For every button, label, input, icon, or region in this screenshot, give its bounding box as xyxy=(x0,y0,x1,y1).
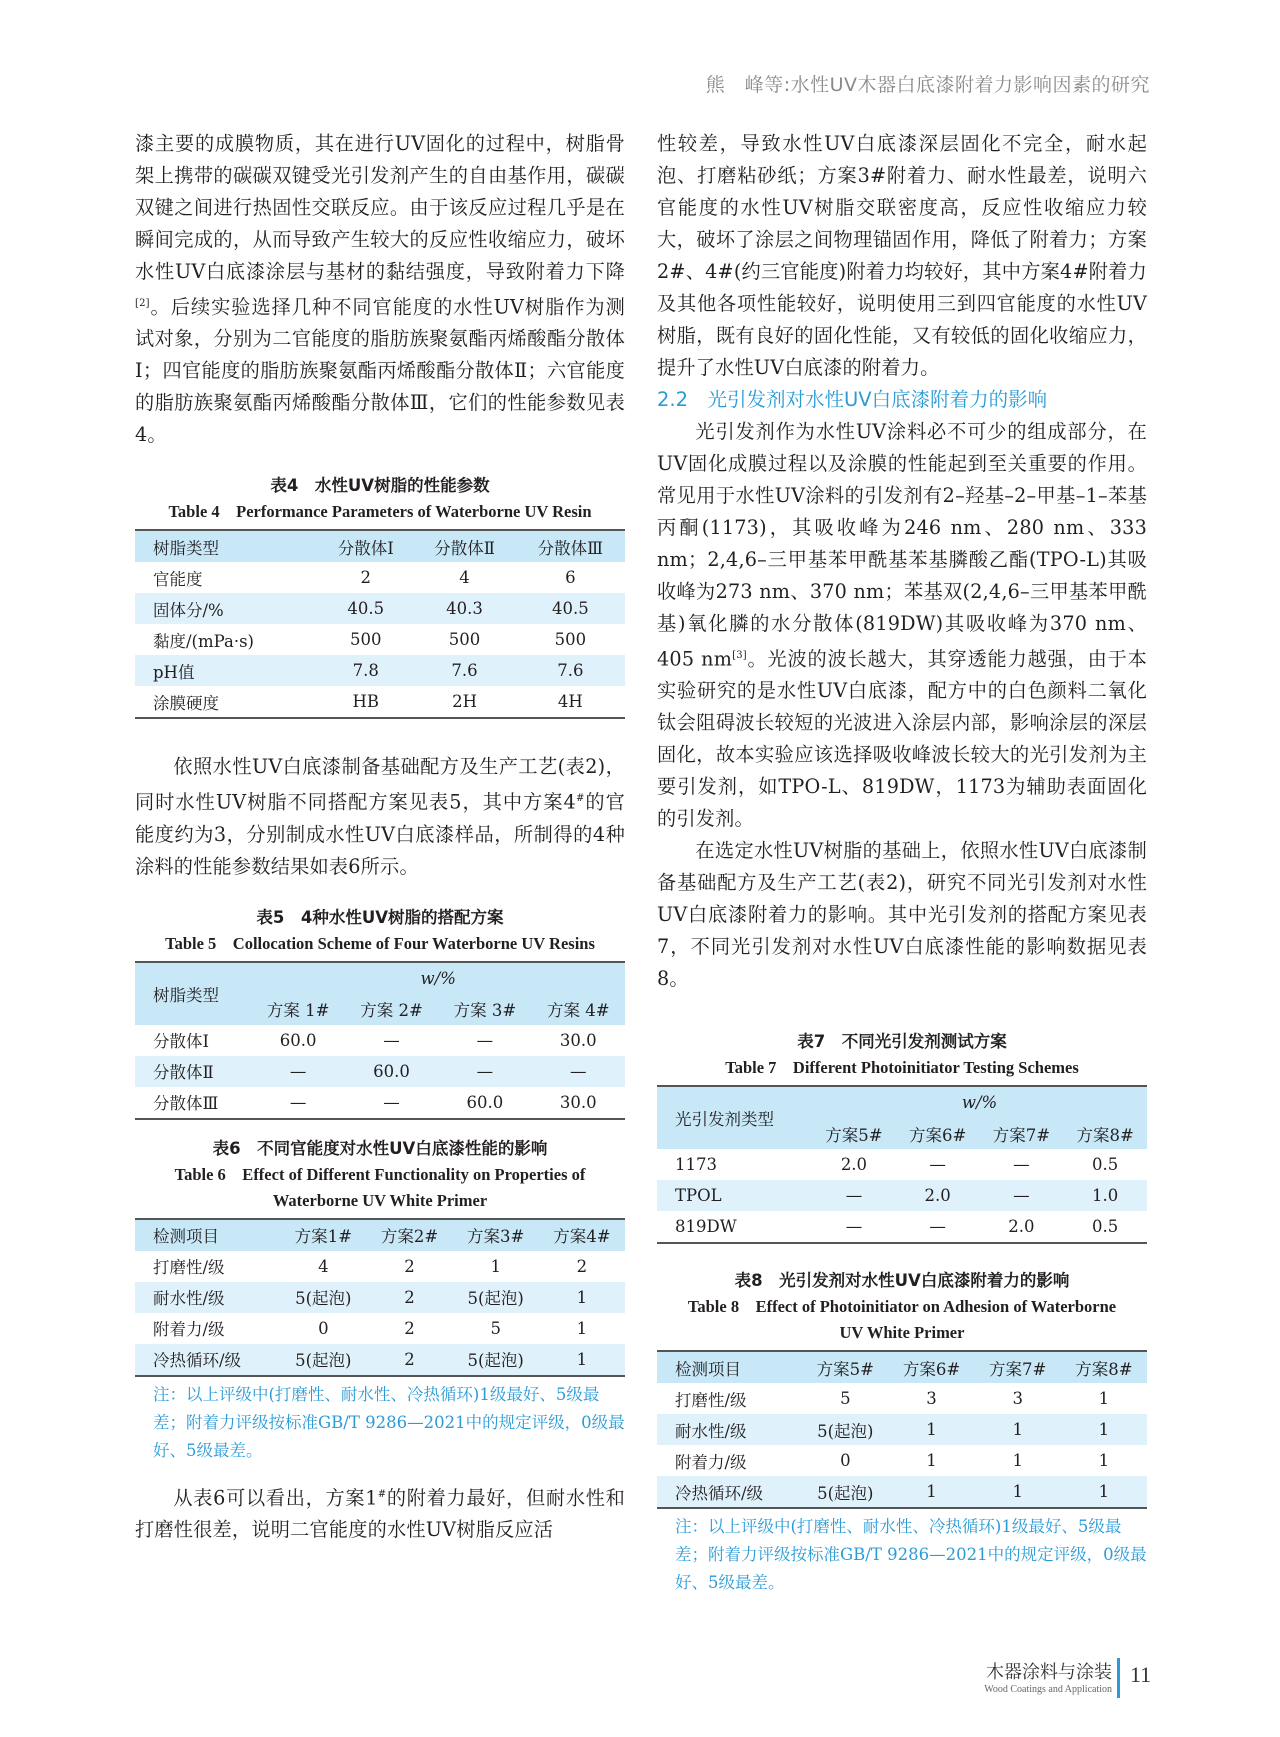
table-cell: — xyxy=(980,1180,1064,1211)
table6-note: 注：以上评级中(打磨性、耐水性、冷热循环)1级最好、5级最差；附着力评级按标准GB/T 9286—2021中的规定评级，0级最好、5级最差。 xyxy=(153,1384,625,1460)
table-header: 方案 4# xyxy=(532,994,625,1025)
table-cell: 6 xyxy=(565,568,576,588)
table-cell: 500 xyxy=(350,630,382,650)
paragraph: 在选定水性UV树脂的基础上，依照水性UV白底漆制备基础配方及生产工艺(表2)，研究不同光引发剂对水性UV白底漆附着力的影响。其中光引发剂的搭配方案见表7，不同光引发剂对水性UV白底漆性能的影响数据见表8。 xyxy=(657,839,1147,991)
table-cell: 1173 xyxy=(675,1155,717,1175)
table-header: 方案5# xyxy=(812,1118,896,1149)
table-cell: — xyxy=(812,1180,896,1211)
table-cell: 2 xyxy=(366,1344,452,1376)
table-cell: 3 xyxy=(926,1389,937,1409)
journal-subtitle: Wood Coatings and Application xyxy=(984,1684,1112,1695)
table-cell: 黏度/(mPa·s) xyxy=(153,631,254,651)
table-cell: — xyxy=(289,1092,307,1112)
table-cell: 涂膜硬度 xyxy=(153,693,219,713)
table-cell: 500 xyxy=(554,630,587,650)
table-cell: 7.6 xyxy=(413,655,515,686)
table-cell: 1 xyxy=(1061,1476,1147,1508)
table-cell: 冷热循环/级 xyxy=(135,1344,280,1376)
table-header: 方案1# xyxy=(280,1219,366,1251)
table-header-unit: w/% xyxy=(812,1086,1147,1118)
table-cell: 1 xyxy=(1012,1451,1023,1471)
table-header: 方案3# xyxy=(453,1219,539,1251)
table7-caption-en: Table 7 Different Photoinitiator Testing Schemes xyxy=(725,1058,1079,1078)
table-7 xyxy=(657,1085,1147,1244)
table-cell: 1 xyxy=(1098,1389,1110,1409)
footer-divider xyxy=(1117,1658,1120,1698)
table-cell: 0.5 xyxy=(1091,1217,1119,1237)
table-cell: 2 xyxy=(366,1282,452,1313)
running-header: 熊 峰等:水性UV木器白底漆附着力影响因素的研究 xyxy=(705,74,1150,96)
table6-caption-en: Table 6 Effect of Different Functionality on Properties of Waterborne UV White Primer xyxy=(174,1164,586,1210)
table-cell: 2.0 xyxy=(1008,1217,1035,1237)
table-cell: 5(起泡) xyxy=(802,1414,888,1445)
table-header: 方案8# xyxy=(1061,1351,1147,1383)
table-cell: 分散体Ⅲ xyxy=(153,1094,219,1114)
table-cell: — xyxy=(532,1056,625,1087)
table-cell: 1 xyxy=(539,1344,625,1376)
table-header: 方案4# xyxy=(539,1219,625,1251)
table-cell: 2 xyxy=(404,1318,415,1338)
table-cell: — xyxy=(251,1056,344,1087)
table-cell: 4H xyxy=(557,692,583,712)
table-cell: 5(起泡) xyxy=(280,1282,366,1313)
table-cell: 3 xyxy=(1012,1389,1023,1409)
table-cell: 1 xyxy=(975,1476,1061,1508)
table-cell: 附着力/级 xyxy=(153,1320,225,1340)
table-cell: 1.0 xyxy=(1063,1180,1147,1211)
paragraph xyxy=(657,416,1147,835)
table-cell: 1 xyxy=(926,1451,937,1471)
table-cell: 4 xyxy=(459,568,470,588)
journal-title: 木器涂料与涂装 xyxy=(986,1662,1112,1683)
table-cell: 5(起泡) xyxy=(280,1344,366,1376)
table-cell: 40.5 xyxy=(318,593,413,624)
table-cell: 819DW xyxy=(675,1217,737,1237)
table-header: 方案7# xyxy=(975,1351,1061,1383)
table4-caption-en: Table 4 Performance Parameters of Waterborne UV Resin xyxy=(168,502,592,522)
table-row xyxy=(657,1445,1147,1476)
table-cell: TPOL xyxy=(657,1180,812,1211)
table-cell: 4 xyxy=(318,1256,329,1276)
table-row xyxy=(135,1056,625,1087)
paragraph-text: 光引发剂作为水性UV涂料必不可少的组成部分，在UV固化成膜过程以及涂膜的性能起到至关重要的作用。常见用于水性UV涂料的引发剂有2–羟基–2–甲基–1–苯基丙酮(1173)，其吸收峰为246 nm、280 nm、333 nm；2,4,6–三甲基苯甲酰基苯基膦酸乙酯(TPO-L)其吸收峰为273 nm、370 nm；苯基双(2,4,6–三甲基苯甲酰基)氧化膦的水分散体(819DW)其吸收峰为370 nm、405 nm xyxy=(657,420,1147,671)
table-row xyxy=(135,1087,625,1119)
table6-caption-zh: 表6 不同官能度对水性UV白底漆性能的影响 xyxy=(212,1138,548,1158)
table-header: 分散体Ⅱ xyxy=(413,530,515,562)
paragraph-text: 漆主要的成膜物质，其在进行UV固化的过程中，树脂骨架上携带的碳碳双键受光引发剂产生的自由基作用，碳碳双键之间进行热固性交联反应。由于该反应过程几乎是在瞬间完成的，从而导致产生较大的反应性收缩应力，破坏水性UV白底漆涂层与基材的黏结强度，导致附着力下降 xyxy=(135,132,625,283)
table-cell: 60.0 xyxy=(345,1056,438,1087)
table-header: 方案 2# xyxy=(345,994,438,1025)
table-cell: 2 xyxy=(360,568,371,588)
table-cell: pH值 xyxy=(135,655,318,686)
page-number: 11 xyxy=(1130,1662,1152,1687)
section-heading: 2.2 光引发剂对水性UV白底漆附着力的影响 xyxy=(657,388,1048,411)
table-cell: — xyxy=(383,1030,400,1050)
superscript: # xyxy=(575,793,585,805)
table-cell: 1 xyxy=(576,1318,588,1338)
table-header: 方案6# xyxy=(888,1351,974,1383)
table-header: 检测项目 xyxy=(657,1351,802,1383)
paragraph xyxy=(135,128,625,451)
paragraph-text: 依照水性UV白底漆制备基础配方及生产工艺(表2)，同时水性UV树脂不同搭配方案见表5，其中方案4 xyxy=(135,755,625,814)
table-cell: 0 xyxy=(840,1451,851,1471)
table-cell: 分散体Ⅰ xyxy=(153,1032,210,1052)
table-row xyxy=(135,562,625,593)
table-cell: 2H xyxy=(452,692,477,712)
table-cell: 耐水性/级 xyxy=(135,1282,280,1313)
table-row xyxy=(135,1251,625,1282)
table-header: 方案 1# xyxy=(251,994,344,1025)
paragraph-text: 。后续实验选择几种不同官能度的水性UV树脂作为测试对象，分别为二官能度的脂肪族聚氨酯丙烯酸酯分散体Ⅰ；四官能度的脂肪族聚氨酯丙烯酸酯分散体Ⅱ；六官能度的脂肪族聚氨酯丙烯酸酯分散体Ⅲ，它们的性能参数见表4。 xyxy=(135,295,625,447)
table-cell: — xyxy=(1013,1155,1030,1175)
table-cell: 1 xyxy=(539,1282,625,1313)
table-cell: HB xyxy=(352,692,379,712)
table-6 xyxy=(135,1218,625,1377)
table-cell: 30.0 xyxy=(559,1092,597,1112)
table-cell: 7.6 xyxy=(516,655,625,686)
table-cell: 2 xyxy=(404,1256,415,1276)
table-cell: — xyxy=(929,1217,946,1237)
table-header: 方案5# xyxy=(802,1351,888,1383)
table-cell: — xyxy=(438,1056,531,1087)
table-header: 方案6# xyxy=(896,1118,980,1149)
table-row xyxy=(657,1383,1147,1414)
table-row xyxy=(135,1313,625,1344)
table5-caption-en: Table 5 Collocation Scheme of Four Waterborne UV Resins xyxy=(165,933,595,953)
table-4 xyxy=(135,529,625,719)
table-row xyxy=(135,593,625,624)
table-cell: 1 xyxy=(1061,1414,1147,1445)
right-column xyxy=(657,128,1147,1597)
table-cell: 1 xyxy=(888,1414,974,1445)
table-cell: 60.0 xyxy=(466,1092,504,1112)
table-row xyxy=(657,1149,1147,1180)
table-header-unit: w/% xyxy=(251,962,625,994)
paragraph-text: 的官能度约为3，分别制成水性UV白底漆样品，所制得的4种涂料的性能参数结果如表6所示。 xyxy=(135,790,625,878)
citation[interactable]: [3] xyxy=(732,650,747,661)
table-cell: 5(起泡) xyxy=(453,1282,539,1313)
table-cell: 40.3 xyxy=(413,593,515,624)
paragraph xyxy=(135,1479,625,1546)
table-cell: 5 xyxy=(490,1318,501,1338)
table-header: 方案8# xyxy=(1063,1118,1147,1149)
table-header: 分散体Ⅰ xyxy=(318,530,413,562)
table-cell: 500 xyxy=(448,630,481,650)
table-row xyxy=(135,1344,625,1376)
superscript: # xyxy=(377,1488,387,1500)
table-cell: 官能度 xyxy=(153,569,203,589)
paragraph-text: 的附着力最好，但耐水性和打磨性很差，说明二官能度的水性UV树脂反应活 xyxy=(135,1486,625,1542)
table-row xyxy=(657,1211,1147,1243)
table-5 xyxy=(135,961,625,1120)
table-cell: 打磨性/级 xyxy=(675,1390,747,1410)
table-header: 方案2# xyxy=(366,1219,452,1251)
table-cell: 2 xyxy=(576,1256,588,1276)
table-cell: 固体分/% xyxy=(135,593,318,624)
table-cell: 附着力/级 xyxy=(675,1452,747,1472)
paragraph-text: 从表6可以看出，方案1 xyxy=(173,1486,378,1510)
table-cell: 1 xyxy=(490,1256,501,1276)
table-cell: 1 xyxy=(888,1476,974,1508)
table-cell: 5 xyxy=(840,1389,851,1409)
table-cell: 40.5 xyxy=(516,593,625,624)
table-cell: 2.0 xyxy=(896,1180,980,1211)
table-cell: 0 xyxy=(318,1318,329,1338)
table-row xyxy=(135,686,625,718)
citation[interactable]: [2] xyxy=(135,298,150,309)
table-header: 方案 3# xyxy=(438,994,531,1025)
table-header: 检测项目 xyxy=(135,1219,280,1251)
table-row xyxy=(135,1282,625,1313)
table8-caption-zh: 表8 光引发剂对水性UV白底漆附着力的影响 xyxy=(734,1271,1070,1291)
table-row xyxy=(135,655,625,686)
table-cell: — xyxy=(929,1155,946,1175)
table-cell: 7.8 xyxy=(318,655,413,686)
table8-note: 注：以上评级中(打磨性、耐水性、冷热循环)1级最好、5级最差；附着力评级按标准GB/T 9286—2021中的规定评级，0级最好、5级最差。 xyxy=(675,1517,1147,1593)
table-header: 方案7# xyxy=(980,1118,1064,1149)
table-row xyxy=(657,1476,1147,1508)
table4-caption-zh: 表4 水性UV树脂的性能参数 xyxy=(270,476,490,496)
table7-caption-zh: 表7 不同光引发剂测试方案 xyxy=(797,1032,1007,1052)
paragraph xyxy=(135,751,625,882)
table-cell: 1 xyxy=(975,1414,1061,1445)
table-cell: 1 xyxy=(1098,1451,1110,1471)
table-cell: 5(起泡) xyxy=(453,1344,539,1376)
table-cell: 30.0 xyxy=(559,1030,597,1050)
paragraph: 性较差，导致水性UV白底漆深层固化不完全，耐水起泡、打磨粘砂纸；方案3#附着力、耐水性最差，说明六官能度的水性UV树脂交联密度高，反应性收缩应力较大，破坏了涂层之间物理锚固作用，降低了附着力；方案2#、4#(约三官能度)附着力均较好，其中方案4#附着力及其他各项性能较好，说明使用三到四官能度的水性UV树脂，既有良好的固化性能，又有较低的固化收缩应力，提升了水性UV白底漆的附着力。 xyxy=(657,132,1147,379)
table8-caption-en: Table 8 Effect of Photoinitiator on Adhesion of Waterborne UV White Primer xyxy=(687,1297,1117,1343)
table5-caption-zh: 表5 4种水性UV树脂的搭配方案 xyxy=(256,907,504,927)
table-header: 光引发剂类型 xyxy=(657,1086,812,1149)
table-cell: — xyxy=(383,1092,400,1112)
table-header: 树脂类型 xyxy=(135,962,251,1025)
table-cell: 5(起泡) xyxy=(802,1476,888,1508)
table-cell: — xyxy=(476,1030,494,1050)
table-cell: 冷热循环/级 xyxy=(657,1476,802,1508)
table-cell: 0.5 xyxy=(1091,1155,1119,1175)
table-header: 分散体Ⅲ xyxy=(516,530,625,562)
table-row xyxy=(657,1180,1147,1211)
table-row xyxy=(135,1025,625,1056)
table-cell: — xyxy=(845,1217,863,1237)
table-cell: 打磨性/级 xyxy=(153,1258,225,1278)
table-cell: 2.0 xyxy=(840,1155,868,1175)
left-column xyxy=(135,128,625,1546)
paragraph-text: 。光波的波长越大，其穿透能力越强，由于本实验研究的是水性UV白底漆，配方中的白色颜料二氧化钛会阻碍波长较短的光波进入涂层内部，影响涂层的深层固化，故本实验应该选择吸收峰波长较大的光引发剂为主要引发剂，如TPO-L、819DW，1173为辅助表面固化的引发剂。 xyxy=(657,647,1147,831)
table-header: 树脂类型 xyxy=(135,530,318,562)
table-row xyxy=(135,624,625,655)
table-8 xyxy=(657,1350,1147,1509)
table-row xyxy=(657,1414,1147,1445)
table-cell: 耐水性/级 xyxy=(657,1414,802,1445)
table-cell: 分散体Ⅱ xyxy=(135,1056,251,1087)
table-cell: 60.0 xyxy=(279,1030,317,1050)
